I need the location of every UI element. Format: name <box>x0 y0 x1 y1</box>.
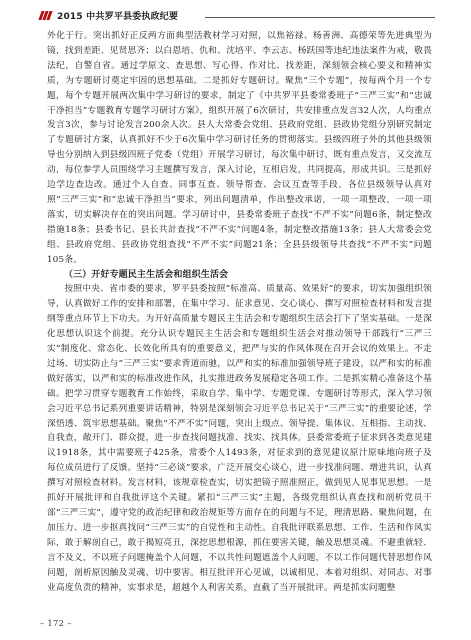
paragraph: 按照中央、省市委的要求，罗平县委按照“标准高、质量高、效果好”的要求，切实加强组织领导，认真做好工作的安排和部署，在集中学习、征求意见、交心谈心、撰写对照检查材料和发言提纲等重点环节上下功夫。为开好高质量专题民主生活会和专题组织生活会打下了坚实基础。一是深化思想认识这个前提。充分认识专题民主生活会和专题组织生活会对推动领导干部践行“三严三实”制度化、常态化、长效化所具有的重要意义，把严与实的作风体现在召开会议的效果上。不走过场、切实防止与“三严三实”要求背道而驰，以严和实的标准加强领导班子建设，以严和实的标准做好落实，以严和实的标准改进作风，扎实推进政务发展稳定各项工作。二是抓实精心准备这个基础。把学习贯穿专题教育工作始终，采取自学、集中学、专题党课、专题研讨等形式，深入学习领会习近平总书记系列重要讲话精神，特别是深刻领会习近平总书记关于“三严三实”的重要论述，学深悟透、筑牢思想基础。聚焦“不严不实”问题，突出上级点、领导提、集体议、互相指、主动找、自我查，敞开门、群众提，进一步查找问题找准、找实、找具体。县委常委班子征求到各类意见建议1918条，其中需要班子425条，常委个人1493条，对征求到的意见建议原汁原味地向班子及每位成员进行了反馈。坚持“三必谈”要求，广泛开展交心谈心，进一步找准问题、增进共识，认真撰写对照检查材料。发言材料，该规章检查实，切实把镜子照准照正，做到见人见事见思想。一是抓好开展批评和自我批评这个关键。紧扣“三严三实”主题，各级党组织认真查找和剖析党员干部“三严三实”，遵守党的政治纪律和政治规矩等方面存在的问题与不足，理清思路、聚焦问题，在加压力、进一步抠真找问“三严三实”的自觉性和主动性。自我批评联系思想、工作、生活和作风实际，敢于解剖自己，敢于揭短亮丑，深挖思想根源，抓住要害关键，触及思想灵魂。不避重就轻、言不及义，不以班子问题掩盖个人问题，不以共性问题遮盖个人问题，不以工作问题代替思想作风问题，剖析原因触及灵魂、切中要害。相互批评开心见诚，以诚相见、本着对组织、对同志、对事业高度负责的精神，实事求是，超越个人利害关系，直截了当开展批评。两是抓实问题整 <box>47 284 432 593</box>
header-title: 2015 中共罗平县委执政纪要 <box>57 12 179 22</box>
header-stripe-icon <box>40 11 53 20</box>
section-heading: （三）开好专题民主生活会和组织生活会 <box>64 269 229 280</box>
page-body <box>47 29 432 595</box>
running-header <box>40 8 435 26</box>
paragraph: 外化于行。突出抓好正反两方面典型活教材学习对照，以焦裕禄、杨善洲、高德荣等先进典型为镜，找到差距、见贤思齐；以白恩培、仇和、沈培平、李云志、杨跃国等违纪违法案件为戒，敬畏法纪，自警自省。通过学原文、查思想、写心得、作对比、找差距，深刻领会核心要义和精神实质，为专题研讨奠定牢固的思想基础。二是抓好专题研讨。聚焦“三个专题”，按每两个月一个专题，每个专题开展两次集中学习研讨的要求，制定了《中共罗平县委常委班子“三严三实”和“忠诚干净担当”专题教育专题学习研讨方案》，组织开展了6次研讨，共安排重点发言32人次，人均重点发言3次，参与讨论发言200余人次。县人大常委会党组、县政府党组、县政协党组分别研究制定了专题研讨方案，认真抓好不少于6次集中学习研讨任务的贯彻落实。县级四班子外的其他县级领导也分别纳入到县级四班子党委（党组）开展学习研讨，每次集中研讨，既有重点发言，又交流互动，每位参学人员围绕学习主题撰写发言，深入讨论，互相启发，共同提高，形成共识。三是抓好边学边查边改。通过个人自查、同事互查、领导帮查、会议互查等手段，各位县级领导认真对照“三严三实”和“忠诚干净担当”要求，列出问题清单，作出整改承诺，一项一项整改，一项一项落实，切实解决存在的突出问题。学习研讨中，县委常委班子查找“不严不实”问题6条，制定整改措施18条；县委书记、县长共計查找“不严不实”问题4条，制定整改措施13条；县人大常委会党组、县政府党组、县政协党组查找“不严不实”问题21条；全县县级领导共查找“不严不实”问题105条。 <box>47 31 432 265</box>
header-rule <box>205 17 435 18</box>
page-number: – 172 – <box>40 619 72 628</box>
